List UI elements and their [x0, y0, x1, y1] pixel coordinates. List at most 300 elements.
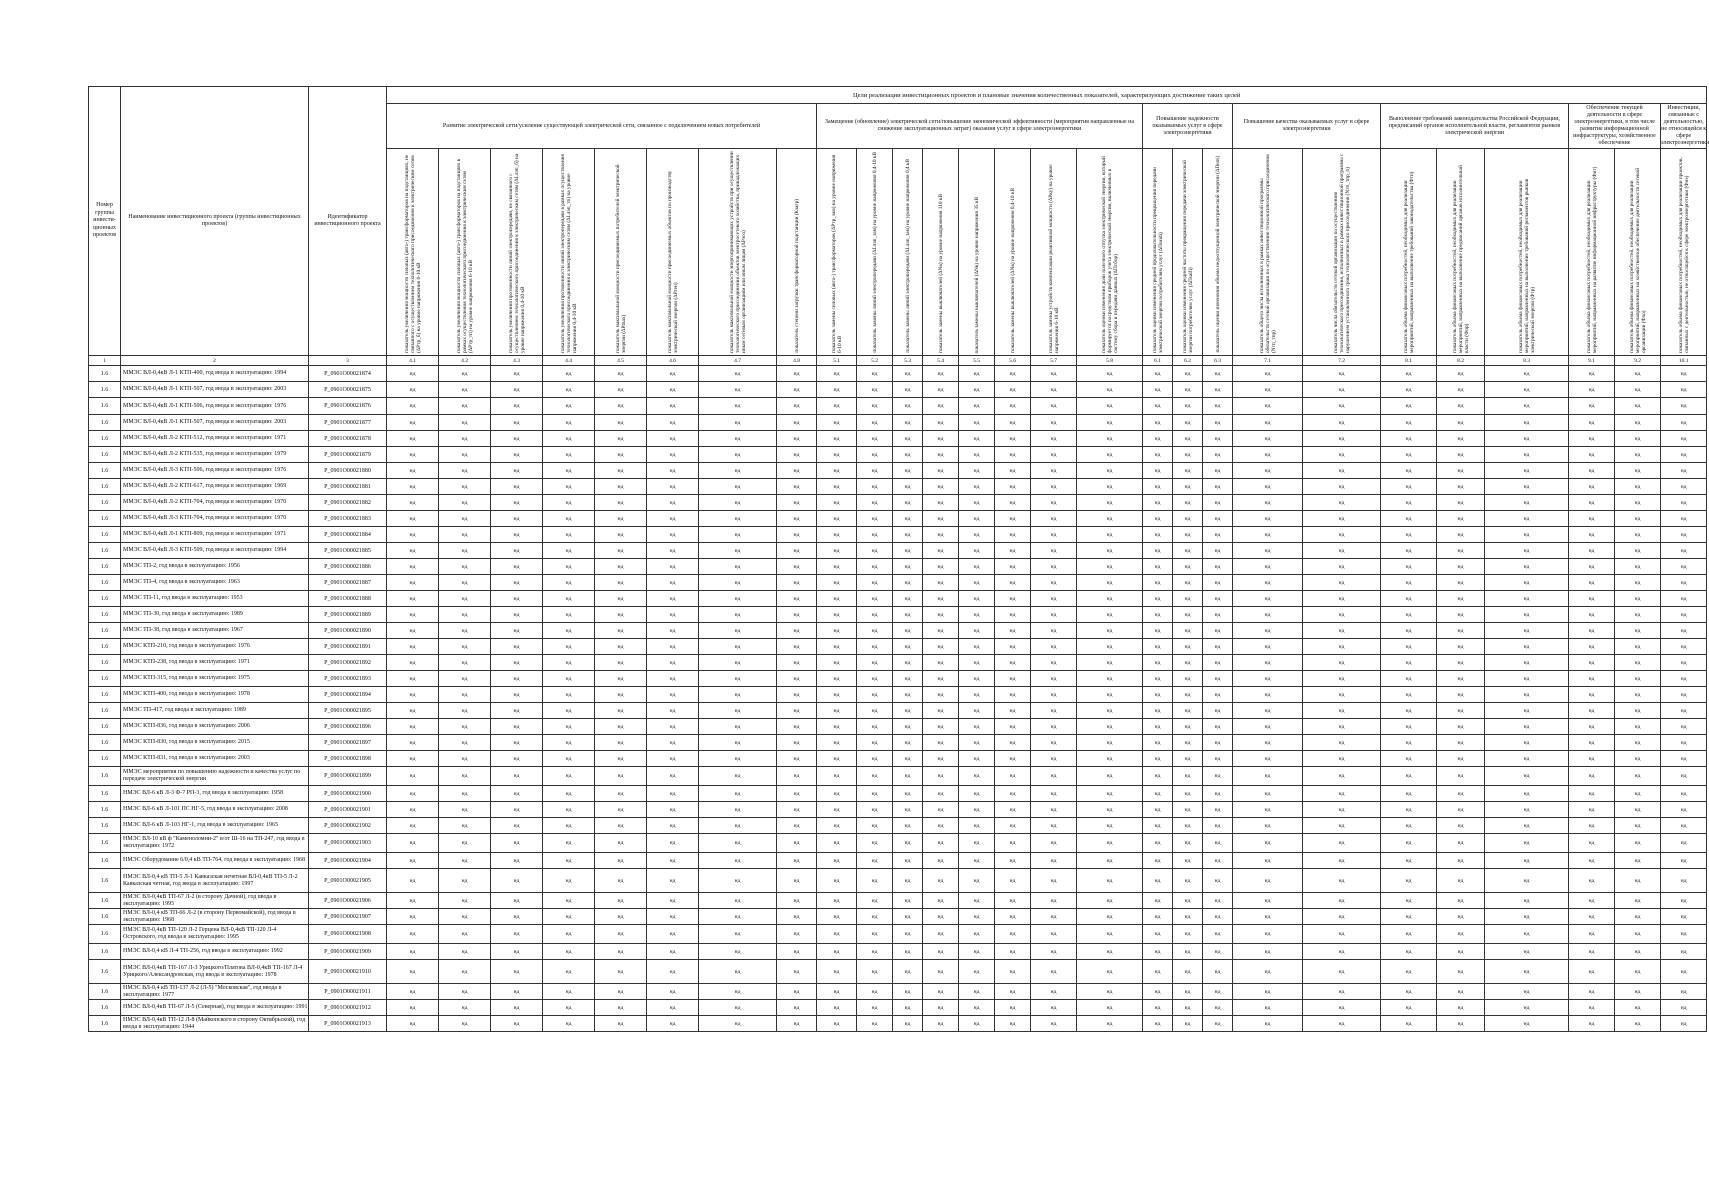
indicator-label: показатель объема финансовых потребностей, необходимых для реализации мероприятий, направленных на выполнение предписаний органов исполнительной власти (Фпр) — [1451, 165, 1470, 353]
row-value-cell: нд — [995, 671, 1031, 687]
row-value-cell: нд — [1661, 719, 1707, 735]
row-value-cell: нд — [439, 463, 491, 479]
row-value-cell: нд — [699, 786, 777, 802]
row-value-cell: нд — [1485, 415, 1569, 431]
row-value-cell: нд — [1437, 543, 1485, 559]
row-value-cell: нд — [1203, 543, 1233, 559]
row-value-cell: нд — [1203, 944, 1233, 960]
row-value-cell: нд — [387, 1000, 439, 1016]
row-value-cell: нд — [1077, 655, 1143, 671]
row-value-cell: нд — [1173, 495, 1203, 511]
row-value-cell: нд — [817, 575, 857, 591]
row-value-cell: нд — [1303, 853, 1381, 869]
row-value-cell: нд — [1203, 960, 1233, 984]
table-row — [89, 543, 1707, 559]
row-value-cell: нд — [1615, 479, 1661, 495]
row-value-cell: нд — [995, 735, 1031, 751]
row-value-cell: нд — [491, 527, 543, 543]
column-number: 5.3 — [893, 356, 923, 366]
row-value-cell: нд — [817, 767, 857, 786]
row-value-cell: нд — [1569, 463, 1615, 479]
row-value-cell: нд — [543, 893, 595, 909]
row-value-cell: нд — [1661, 893, 1707, 909]
row-value-cell: нд — [1303, 751, 1381, 767]
row-value-cell: нд — [387, 767, 439, 786]
row-value-cell: нд — [1437, 960, 1485, 984]
row-value-cell: нд — [1173, 398, 1203, 415]
row-value-cell: нд — [1661, 869, 1707, 893]
row-value-cell: нд — [1203, 802, 1233, 818]
row-value-cell: нд — [699, 591, 777, 607]
row-value-cell: нд — [647, 802, 699, 818]
row-value-cell: нд — [1381, 671, 1437, 687]
row-value-cell: нд — [1381, 869, 1437, 893]
row-value-cell: нд — [1143, 607, 1173, 623]
row-value-cell: нд — [959, 802, 995, 818]
row-value-cell: нд — [1615, 639, 1661, 655]
row-value-cell: нд — [1569, 925, 1615, 944]
row-value-cell: нд — [959, 909, 995, 925]
row-value-cell: нд — [1437, 834, 1485, 853]
row-value-cell: нд — [491, 834, 543, 853]
row-value-cell: нд — [777, 479, 817, 495]
row-value-cell: нд — [699, 1000, 777, 1016]
row-group-number: 1.6 — [89, 735, 121, 751]
row-value-cell: нд — [923, 366, 959, 382]
row-value-cell: нд — [1303, 925, 1381, 944]
row-project-name: НМЭС ВЛ-6 кВ Л-101 ПС НГ-5, год ввода в эксплуатацию: 2008 — [121, 802, 309, 818]
table-row — [89, 463, 1707, 479]
row-value-cell: нд — [923, 607, 959, 623]
row-project-id: P_0901O00021881 — [309, 479, 387, 495]
row-value-cell: нд — [439, 687, 491, 703]
row-project-name: ММЭС ВЛ-0,4кВ Л-3 КТП-509, год ввода в эксплуатацию: 1994 — [121, 543, 309, 559]
row-value-cell: нд — [893, 607, 923, 623]
row-project-id: P_0901O00021908 — [309, 925, 387, 944]
row-project-name: ММЭС ВЛ-0,4кВ Л-2 КТП-704, год ввода в эксплуатацию: 1970 — [121, 495, 309, 511]
row-value-cell: нд — [387, 687, 439, 703]
row-value-cell: нд — [1143, 1000, 1173, 1016]
row-value-cell: нд — [439, 575, 491, 591]
row-value-cell: нд — [857, 431, 893, 447]
row-value-cell: нд — [817, 786, 857, 802]
row-value-cell: нд — [699, 382, 777, 398]
row-value-cell: нд — [1173, 818, 1203, 834]
row-value-cell: нд — [1233, 703, 1303, 719]
row-value-cell: нд — [387, 909, 439, 925]
row-value-cell: нд — [1437, 818, 1485, 834]
row-value-cell: нд — [995, 591, 1031, 607]
row-value-cell: нд — [1077, 366, 1143, 382]
row-value-cell: нд — [857, 655, 893, 671]
row-value-cell: нд — [491, 687, 543, 703]
row-value-cell: нд — [817, 527, 857, 543]
row-value-cell: нд — [1143, 655, 1173, 671]
row-value-cell: нд — [1303, 511, 1381, 527]
row-value-cell: нд — [647, 925, 699, 944]
row-value-cell: нд — [923, 527, 959, 543]
row-value-cell: нд — [543, 447, 595, 463]
row-value-cell: нд — [1437, 802, 1485, 818]
row-value-cell: нд — [1173, 984, 1203, 1000]
row-value-cell: нд — [1077, 591, 1143, 607]
row-value-cell: нд — [491, 398, 543, 415]
row-value-cell: нд — [1661, 559, 1707, 575]
row-value-cell: нд — [387, 925, 439, 944]
row-value-cell: нд — [1615, 802, 1661, 818]
row-value-cell: нд — [543, 960, 595, 984]
row-value-cell: нд — [647, 479, 699, 495]
row-value-cell: нд — [1615, 767, 1661, 786]
row-project-name: ММЭС ТП-30, год ввода в эксплуатацию: 1989 — [121, 607, 309, 623]
row-project-name: НМЭС Оборудование 6/0,4 кВ ТП-764, год ввода в эксплуатацию: 1968 — [121, 853, 309, 869]
row-value-cell: нд — [1233, 398, 1303, 415]
row-value-cell: нд — [777, 463, 817, 479]
row-value-cell: нд — [777, 853, 817, 869]
indicator-label: показатель степени загрузки трансформаторной подстанции (Кзагр) — [793, 199, 800, 353]
row-value-cell: нд — [995, 607, 1031, 623]
row-value-cell: нд — [387, 382, 439, 398]
row-value-cell: нд — [817, 479, 857, 495]
row-value-cell: нд — [1143, 687, 1173, 703]
row-value-cell: нд — [1031, 767, 1077, 786]
row-value-cell: нд — [647, 1000, 699, 1016]
row-value-cell: нд — [995, 909, 1031, 925]
row-value-cell: нд — [1381, 802, 1437, 818]
row-value-cell: нд — [595, 366, 647, 382]
indicator-label: показатель увеличения мощности силовых (авто-) трансформаторов на подстанциях, не связанного с осуществлением технологического присоединения к электрическим сетям (ΔPтр_б) на уровне напряжения 6-10 кВ — [403, 154, 422, 353]
row-value-cell: нд — [1661, 786, 1707, 802]
row-value-cell: нд — [1203, 511, 1233, 527]
investment-goals-table — [88, 86, 1707, 1032]
row-value-cell: нд — [893, 639, 923, 655]
row-value-cell: нд — [1437, 984, 1485, 1000]
row-value-cell: нд — [1077, 447, 1143, 463]
row-value-cell: нд — [995, 818, 1031, 834]
row-value-cell: нд — [1569, 607, 1615, 623]
indicator-label: показатель объема финансовых потребностей, необходимых для реализации мероприятий, направленных на развитие информационной инфраструктуры (Фит) — [1585, 166, 1598, 353]
row-value-cell: нд — [595, 479, 647, 495]
row-value-cell: нд — [1615, 447, 1661, 463]
row-value-cell: нд — [1485, 1000, 1569, 1016]
row-value-cell: нд — [893, 786, 923, 802]
row-project-id: P_0901O00021896 — [309, 719, 387, 735]
row-value-cell: нд — [893, 909, 923, 925]
row-value-cell: нд — [1077, 639, 1143, 655]
row-value-cell: нд — [817, 607, 857, 623]
row-value-cell: нд — [995, 639, 1031, 655]
row-value-cell: нд — [995, 960, 1031, 984]
row-group-number: 1.6 — [89, 366, 121, 382]
row-value-cell: нд — [699, 463, 777, 479]
row-value-cell: нд — [1615, 944, 1661, 960]
row-value-cell: нд — [1031, 925, 1077, 944]
row-value-cell: нд — [1569, 479, 1615, 495]
row-value-cell: нд — [1485, 447, 1569, 463]
row-value-cell: нд — [817, 893, 857, 909]
row-value-cell: нд — [699, 960, 777, 984]
row-value-cell: нд — [923, 591, 959, 607]
row-value-cell: нд — [923, 398, 959, 415]
table-row — [89, 527, 1707, 543]
row-project-name: ММЭС ТП-4, год ввода в эксплуатацию: 1963 — [121, 575, 309, 591]
row-value-cell: нд — [1031, 751, 1077, 767]
row-value-cell: нд — [1485, 802, 1569, 818]
row-value-cell: нд — [1203, 671, 1233, 687]
row-value-cell: нд — [777, 719, 817, 735]
row-value-cell: нд — [1143, 1016, 1173, 1032]
column-number: 5.8 — [1077, 356, 1143, 366]
row-value-cell: нд — [1077, 925, 1143, 944]
row-value-cell: нд — [1569, 687, 1615, 703]
row-value-cell: нд — [1233, 909, 1303, 925]
row-value-cell: нд — [1077, 1016, 1143, 1032]
column-number: 4.7 — [699, 356, 777, 366]
row-value-cell: нд — [699, 398, 777, 415]
goal-group-header: Инвестиции, связанные с деятельностью, не относящейся к сфере электроэнергетики — [1661, 104, 1707, 149]
row-value-cell: нд — [817, 623, 857, 639]
row-value-cell: нд — [1615, 495, 1661, 511]
row-value-cell: нд — [1569, 366, 1615, 382]
row-group-number: 1.6 — [89, 786, 121, 802]
row-value-cell: нд — [1569, 786, 1615, 802]
row-value-cell: нд — [959, 751, 995, 767]
row-value-cell: нд — [777, 960, 817, 984]
row-value-cell: нд — [1173, 925, 1203, 944]
row-value-cell: нд — [1233, 671, 1303, 687]
row-value-cell: нд — [1661, 802, 1707, 818]
row-value-cell: нд — [893, 984, 923, 1000]
row-value-cell: нд — [699, 527, 777, 543]
row-value-cell: нд — [817, 447, 857, 463]
row-value-cell: нд — [893, 703, 923, 719]
row-value-cell: нд — [543, 818, 595, 834]
row-value-cell: нд — [595, 607, 647, 623]
indicator-header — [1569, 149, 1615, 356]
row-value-cell: нд — [1173, 431, 1203, 447]
row-value-cell: нд — [1381, 415, 1437, 431]
row-value-cell: нд — [595, 834, 647, 853]
row-value-cell: нд — [1203, 893, 1233, 909]
row-project-name: ММЭС ВЛ-0,4кВ Л-3 КТП-704, год ввода в эксплуатацию: 1970 — [121, 511, 309, 527]
row-value-cell: нд — [1381, 495, 1437, 511]
row-value-cell: нд — [1303, 398, 1381, 415]
row-value-cell: нд — [1485, 786, 1569, 802]
row-value-cell: нд — [387, 447, 439, 463]
row-value-cell: нд — [1661, 431, 1707, 447]
row-value-cell: нд — [959, 655, 995, 671]
row-value-cell: нд — [1485, 687, 1569, 703]
row-project-id: P_0901O00021901 — [309, 802, 387, 818]
row-value-cell: нд — [439, 703, 491, 719]
row-value-cell: нд — [1485, 495, 1569, 511]
table-row — [89, 575, 1707, 591]
row-value-cell: нд — [817, 944, 857, 960]
row-value-cell: нд — [959, 893, 995, 909]
row-value-cell: нд — [995, 1016, 1031, 1032]
row-value-cell: нд — [543, 527, 595, 543]
row-value-cell: нд — [1661, 853, 1707, 869]
row-project-id: P_0901O00021910 — [309, 960, 387, 984]
row-value-cell: нд — [817, 671, 857, 687]
indicator-label: показатель увеличения мощности силовых (авто-) трансформаторов на подстанциях в рамках осуществления технологического присоединения к электрическим сетям (ΔPтр_тп) на уровне напряжения 6-10 кВ — [455, 158, 474, 353]
indicator-label: показатель максимальной мощности присоединяемых объектов по производству электрической энергии (ΔPген) — [666, 170, 679, 353]
row-value-cell: нд — [595, 623, 647, 639]
row-value-cell: нд — [595, 575, 647, 591]
row-value-cell: нд — [543, 591, 595, 607]
table-row — [89, 853, 1707, 869]
column-number: 6.2 — [1173, 356, 1203, 366]
column-number: 6.1 — [1143, 356, 1173, 366]
row-value-cell: нд — [1233, 786, 1303, 802]
row-value-cell: нд — [1143, 735, 1173, 751]
row-value-cell: нд — [857, 1016, 893, 1032]
row-value-cell: нд — [959, 527, 995, 543]
row-value-cell: нд — [543, 719, 595, 735]
row-value-cell: нд — [1031, 639, 1077, 655]
row-value-cell: нд — [893, 431, 923, 447]
row-value-cell: нд — [439, 479, 491, 495]
row-value-cell: нд — [893, 960, 923, 984]
row-value-cell: нд — [1661, 591, 1707, 607]
row-project-id: P_0901O00021884 — [309, 527, 387, 543]
column-number: 2 — [121, 356, 309, 366]
row-value-cell: нд — [491, 591, 543, 607]
row-value-cell: нд — [1615, 687, 1661, 703]
row-value-cell: нд — [1437, 382, 1485, 398]
table-row — [89, 687, 1707, 703]
row-value-cell: нд — [893, 463, 923, 479]
goal-group-header: Обеспечение текущей деятельности в сфере электроэнергетики, в том числе развитие информационной инфраструктуры, хозяйственное обеспечение — [1569, 104, 1661, 149]
row-value-cell: нд — [699, 687, 777, 703]
row-value-cell: нд — [959, 853, 995, 869]
indicator-label: показатель объема финансовых потребностей, необходимых для реализации проектов, связанных с деятельностью, не относящейся к сфере электроэнергетики (Фнэ) — [1677, 157, 1690, 353]
row-value-cell: нд — [1031, 575, 1077, 591]
row-value-cell: нд — [439, 925, 491, 944]
row-value-cell: нд — [491, 1000, 543, 1016]
row-value-cell: нд — [1233, 1016, 1303, 1032]
indicator-header — [1615, 149, 1661, 356]
row-value-cell: нд — [1031, 893, 1077, 909]
row-value-cell: нд — [1569, 818, 1615, 834]
row-project-id: P_0901O00021885 — [309, 543, 387, 559]
row-value-cell: нд — [647, 944, 699, 960]
table-row — [89, 495, 1707, 511]
row-value-cell: нд — [1143, 944, 1173, 960]
row-value-cell: нд — [1077, 623, 1143, 639]
row-value-cell: нд — [1437, 853, 1485, 869]
row-value-cell: нд — [595, 671, 647, 687]
row-value-cell: нд — [1485, 944, 1569, 960]
row-value-cell: нд — [1485, 853, 1569, 869]
column-number: 3 — [309, 356, 387, 366]
row-value-cell: нд — [543, 559, 595, 575]
row-project-id: P_0901O00021913 — [309, 1016, 387, 1032]
row-value-cell: нд — [1485, 639, 1569, 655]
row-value-cell: нд — [777, 607, 817, 623]
row-value-cell: нд — [995, 655, 1031, 671]
row-value-cell: нд — [439, 559, 491, 575]
row-value-cell: нд — [923, 543, 959, 559]
row-value-cell: нд — [647, 687, 699, 703]
row-value-cell: нд — [1437, 398, 1485, 415]
row-value-cell: нд — [959, 818, 995, 834]
row-value-cell: нд — [923, 671, 959, 687]
row-group-number: 1.6 — [89, 559, 121, 575]
row-value-cell: нд — [647, 623, 699, 639]
goal-group-header: Повышение качества оказываемых услуг в сфере электроэнергетики — [1233, 104, 1381, 149]
row-value-cell: нд — [439, 984, 491, 1000]
row-value-cell: нд — [1077, 703, 1143, 719]
goal-group-header: Повышение надежности оказываемых услуг в сфере электроэнергетики — [1143, 104, 1233, 149]
row-value-cell: нд — [817, 925, 857, 944]
row-value-cell: нд — [1143, 463, 1173, 479]
row-value-cell: нд — [699, 735, 777, 751]
row-value-cell: нд — [959, 495, 995, 511]
row-value-cell: нд — [1303, 735, 1381, 751]
row-value-cell: нд — [491, 818, 543, 834]
row-value-cell: нд — [1485, 623, 1569, 639]
row-group-number: 1.6 — [89, 527, 121, 543]
row-value-cell: нд — [817, 751, 857, 767]
row-value-cell: нд — [1569, 893, 1615, 909]
row-value-cell: нд — [923, 639, 959, 655]
row-project-id: P_0901O00021900 — [309, 786, 387, 802]
row-value-cell: нд — [387, 543, 439, 559]
row-value-cell: нд — [995, 511, 1031, 527]
row-value-cell: нд — [439, 944, 491, 960]
row-value-cell: нд — [1437, 786, 1485, 802]
row-value-cell: нд — [817, 719, 857, 735]
row-value-cell: нд — [1031, 802, 1077, 818]
row-value-cell: нд — [1437, 751, 1485, 767]
row-value-cell: нд — [491, 511, 543, 527]
goal-group-header: Развитие электрической сети/усиление существующей электрической сети, связанное с подключением новых потребителей — [387, 104, 817, 149]
document-sheet — [88, 86, 1707, 1032]
row-value-cell: нд — [1569, 944, 1615, 960]
row-value-cell: нд — [1485, 735, 1569, 751]
row-value-cell: нд — [491, 767, 543, 786]
row-value-cell: нд — [995, 575, 1031, 591]
row-project-id: P_0901O00021893 — [309, 671, 387, 687]
row-value-cell: нд — [387, 639, 439, 655]
row-value-cell: нд — [923, 893, 959, 909]
indicator-header — [1381, 149, 1437, 356]
row-value-cell: нд — [1173, 527, 1203, 543]
row-value-cell: нд — [647, 511, 699, 527]
row-value-cell: нд — [1437, 925, 1485, 944]
row-value-cell: нд — [491, 575, 543, 591]
row-value-cell: нд — [543, 655, 595, 671]
row-value-cell: нд — [1203, 909, 1233, 925]
row-value-cell: нд — [817, 591, 857, 607]
row-value-cell: нд — [439, 655, 491, 671]
row-value-cell: нд — [1661, 984, 1707, 1000]
row-value-cell: нд — [1203, 382, 1233, 398]
indicator-label: показатель объема финансовых потребностей, необходимых для реализации мероприятий, направленных на хозяйственное обеспечение деятельности сетевой организации (Фхо) — [1628, 167, 1647, 353]
row-value-cell: нд — [1077, 853, 1143, 869]
row-value-cell: нд — [857, 802, 893, 818]
row-value-cell: нд — [543, 463, 595, 479]
row-value-cell: нд — [699, 751, 777, 767]
row-value-cell: нд — [491, 925, 543, 944]
row-value-cell: нд — [1569, 398, 1615, 415]
column-number: 8.2 — [1437, 356, 1485, 366]
row-value-cell: нд — [1661, 495, 1707, 511]
row-value-cell: нд — [595, 591, 647, 607]
row-value-cell: нд — [439, 543, 491, 559]
indicator-header — [387, 149, 439, 356]
